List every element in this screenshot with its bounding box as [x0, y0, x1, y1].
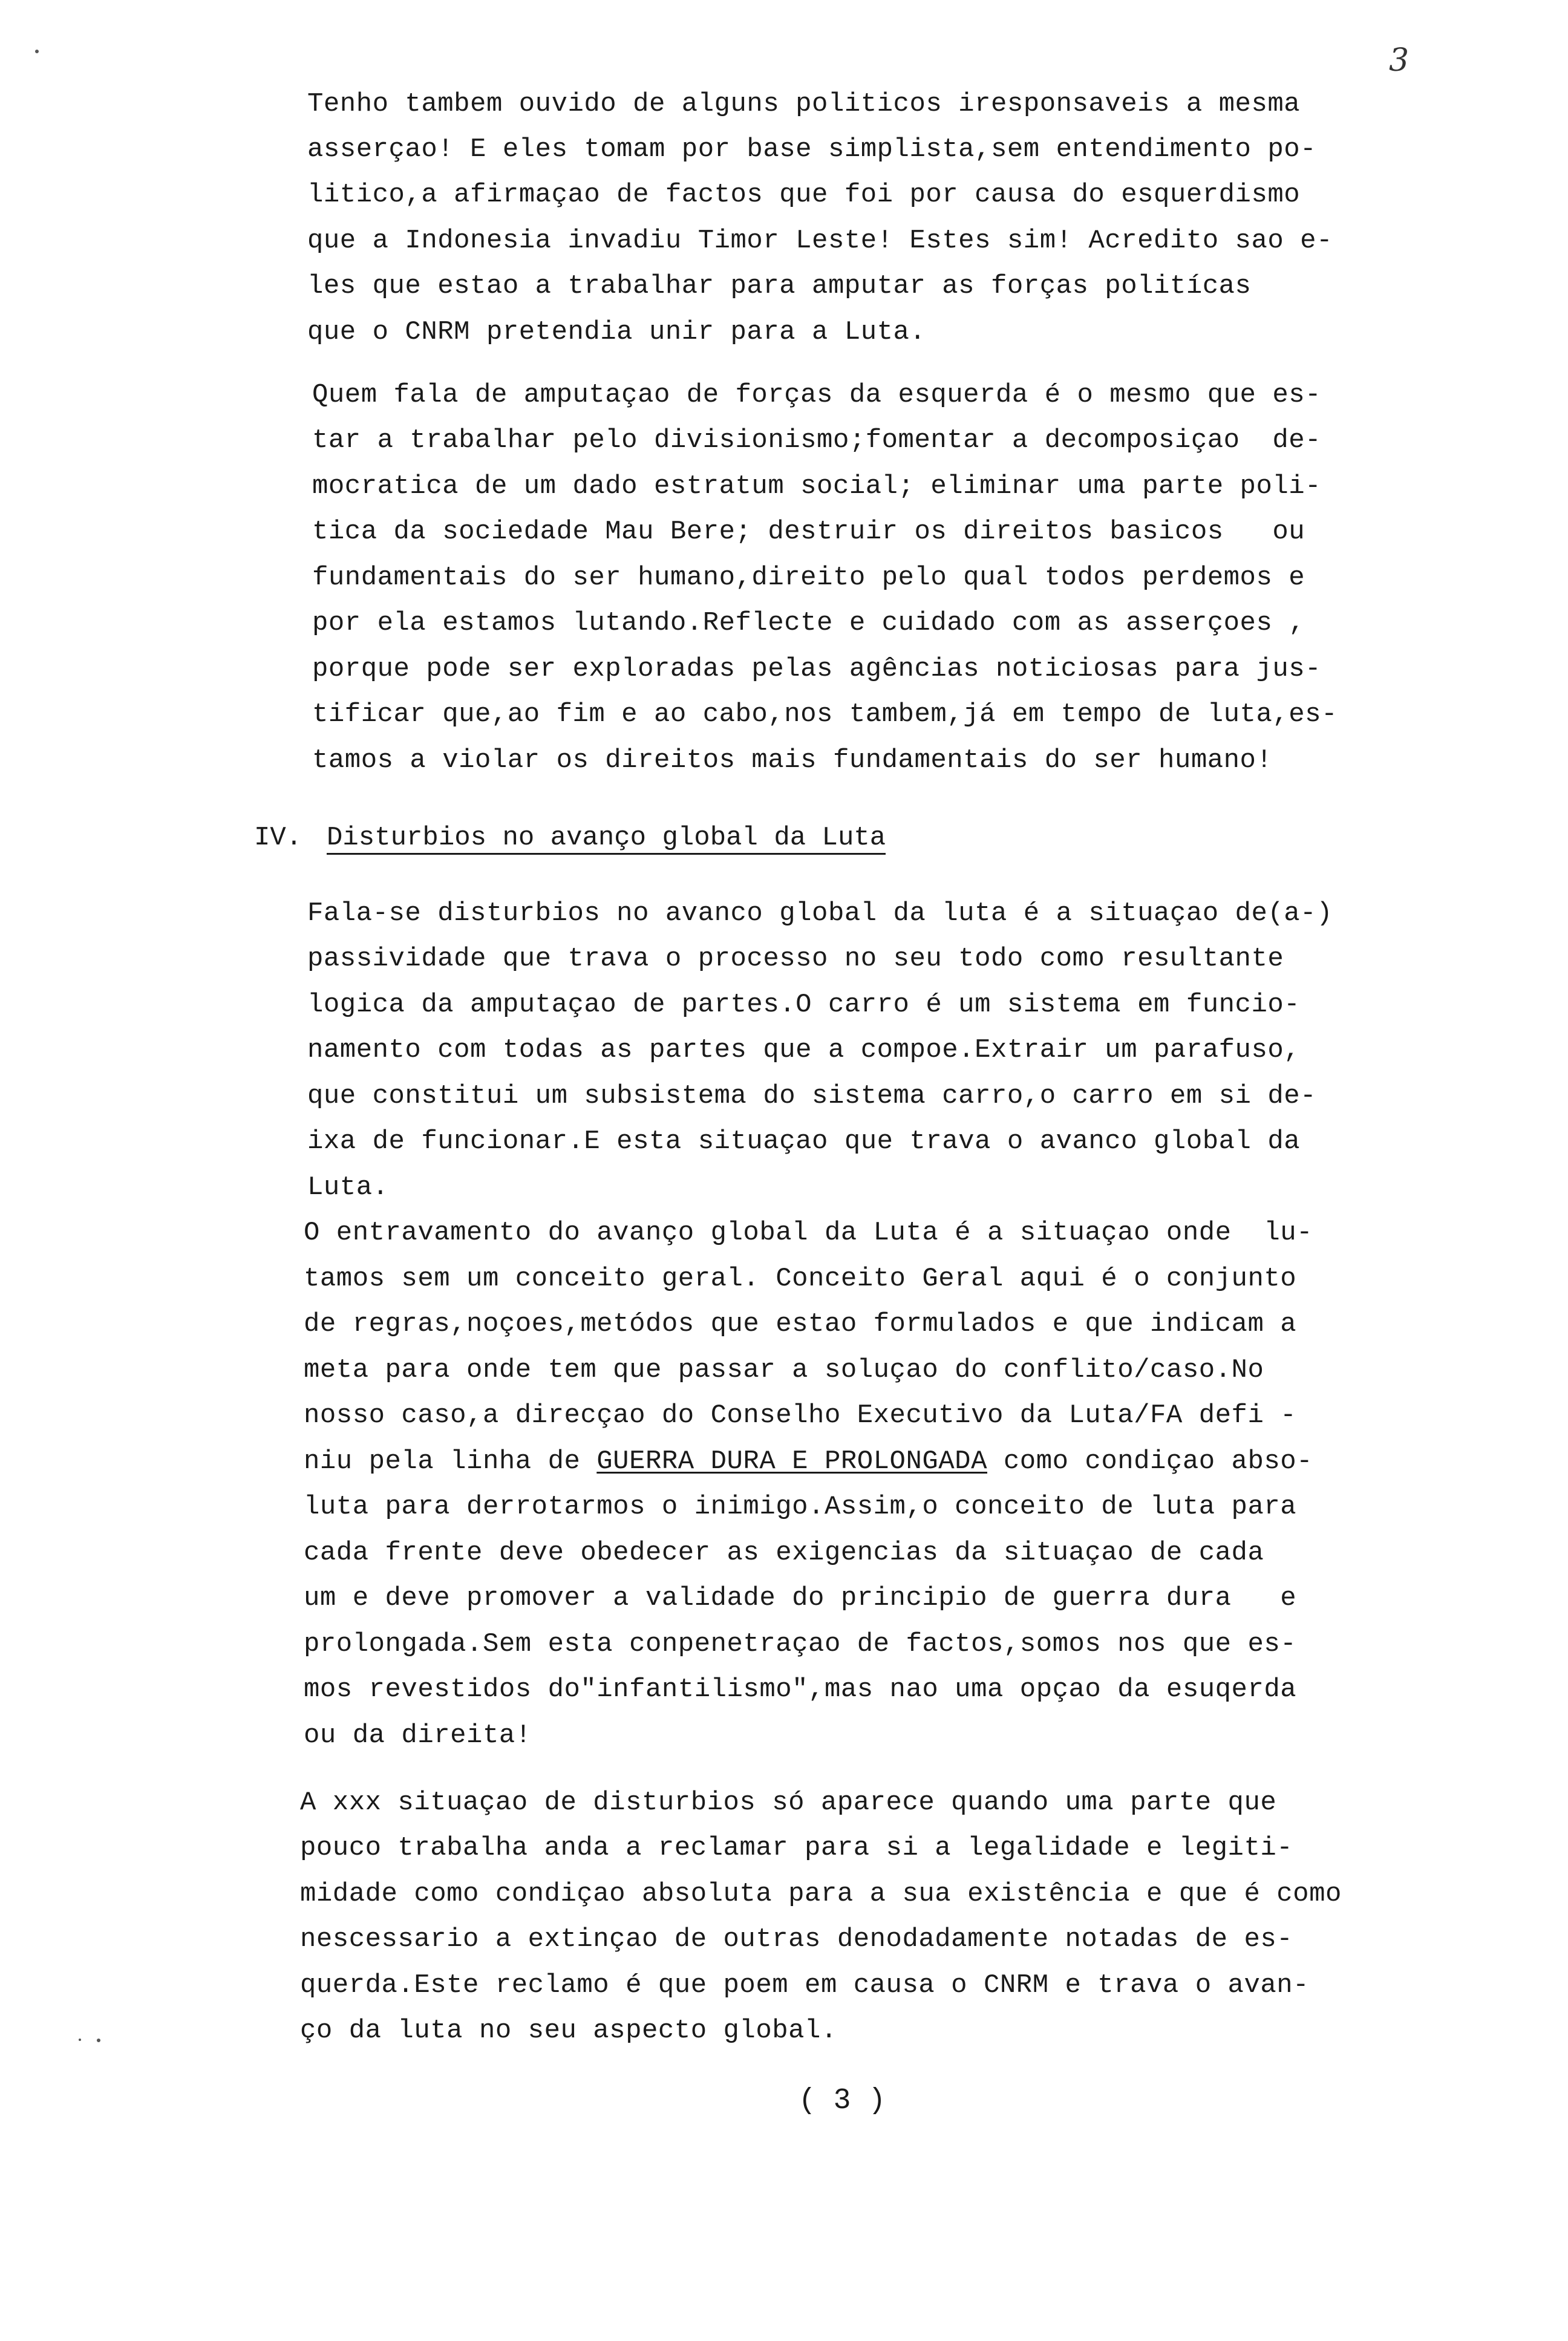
text-line: namento com todas as partes que a compoe.Extrair um parafuso,	[307, 1035, 1301, 1065]
text-line: por ela estamos lutando.Reflecte e cuidado com as asserçoes ,	[312, 608, 1305, 638]
text-line: tica da sociedade Mau Bere; destruir os direitos basicos ou	[312, 517, 1305, 547]
text-line: querda.Este reclamo é que poem em causa o CNRM e trava o avan-	[300, 1970, 1310, 2000]
text-line: Quem fala de amputaçao de forças da esquerda é o mesmo que es-	[312, 380, 1322, 410]
text-line: luta para derrotarmos o inimigo.Assim,o conceito de luta para	[304, 1492, 1297, 1522]
scan-speck	[79, 2039, 81, 2041]
text-line: cada frente deve obedecer as exigencias da situaçao de cada	[304, 1538, 1264, 1568]
text-line: que a Indonesia invadiu Timor Leste! Estes sim! Acredito sao e-	[307, 226, 1333, 256]
text-line: meta para onde tem que passar a soluçao do conflito/caso.No	[304, 1355, 1264, 1385]
text-line: A xxx situaçao de disturbios só aparece quando uma parte que	[300, 1788, 1277, 1818]
page-footer-number: ( 3 )	[799, 2085, 886, 2117]
text-line: tar a trabalhar pelo divisionismo;fomentar a decomposiçao de-	[312, 425, 1322, 455]
section-title: Disturbios no avanço global da Luta	[327, 823, 886, 855]
text-line: fundamentais do ser humano,direito pelo qual todos perdemos e	[312, 563, 1305, 593]
scan-speck	[35, 50, 39, 53]
text-line: tamos a violar os direitos mais fundamentais do ser humano!	[312, 745, 1273, 775]
text-line: O entravamento do avanço global da Luta é a situaçao onde lu-	[304, 1218, 1313, 1248]
text-line: ou da direita!	[304, 1720, 532, 1751]
text-line: tificar que,ao fim e ao cabo,nos tambem,já em tempo de luta,es-	[312, 699, 1338, 730]
text-line: mos revestidos do"infantilismo",mas nao uma opçao da esuqerda	[304, 1674, 1297, 1705]
text-line-with-emphasis	[304, 1446, 1313, 1477]
text-line: porque pode ser exploradas pelas agências noticiosas para jus-	[312, 654, 1322, 684]
text-line: passividade que trava o processo no seu todo como resultante	[307, 944, 1284, 974]
handwritten-page-mark: 3	[1389, 42, 1410, 79]
underlined-phrase: GUERRA DURA E PROLONGADA	[596, 1446, 987, 1477]
text-line: que constitui um subsistema do sistema carro,o carro em si de-	[307, 1081, 1317, 1111]
text-line: ixa de funcionar.E esta situaçao que trava o avanco global da	[307, 1126, 1301, 1157]
text-line: asserçao! E eles tomam por base simplista,sem entendimento po-	[307, 134, 1317, 165]
text-line: les que estao a trabalhar para amputar as forças politícas	[307, 271, 1252, 301]
text-line: ço da luta no seu aspecto global.	[300, 2016, 837, 2046]
text-line: prolongada.Sem esta conpenetraçao de factos,somos nos que es-	[304, 1629, 1297, 1659]
text-line: logica da amputaçao de partes.O carro é um sistema em funcio-	[307, 990, 1301, 1020]
text-segment: niu pela linha de	[304, 1446, 597, 1477]
text-line: nescessario a extinçao de outras denodadamente notadas de es-	[300, 1924, 1293, 1954]
text-line: tamos sem um conceito geral. Conceito Geral aqui é o conjunto	[304, 1264, 1297, 1294]
text-line: Tenho tambem ouvido de alguns politicos iresponsaveis a mesma	[307, 89, 1301, 119]
text-line: mocratica de um dado estratum social; eliminar uma parte poli-	[312, 471, 1322, 501]
section-number: IV.	[254, 823, 302, 853]
scan-speck	[97, 2039, 100, 2042]
text-line: midade como condiçao absoluta para a sua existência e que é como	[300, 1879, 1342, 1909]
text-segment: como condiçao abso-	[987, 1446, 1313, 1477]
text-line: um e deve promover a validade do principio de guerra dura e	[304, 1583, 1297, 1613]
text-line: de regras,noçoes,metódos que estao formulados e que indicam a	[304, 1309, 1297, 1339]
text-line: que o CNRM pretendia unir para a Luta.	[307, 317, 926, 347]
text-line: nosso caso,a direcçao do Conselho Executivo da Luta/FA defi -	[304, 1400, 1297, 1431]
text-line: Luta.	[307, 1172, 389, 1203]
text-line: Fala-se disturbios no avanco global da luta é a situaçao de(a-)	[307, 898, 1333, 929]
text-line: litico,a afirmaçao de factos que foi por causa do esquerdismo	[307, 180, 1301, 210]
text-line: pouco trabalha anda a reclamar para si a legalidade e legiti-	[300, 1833, 1293, 1863]
